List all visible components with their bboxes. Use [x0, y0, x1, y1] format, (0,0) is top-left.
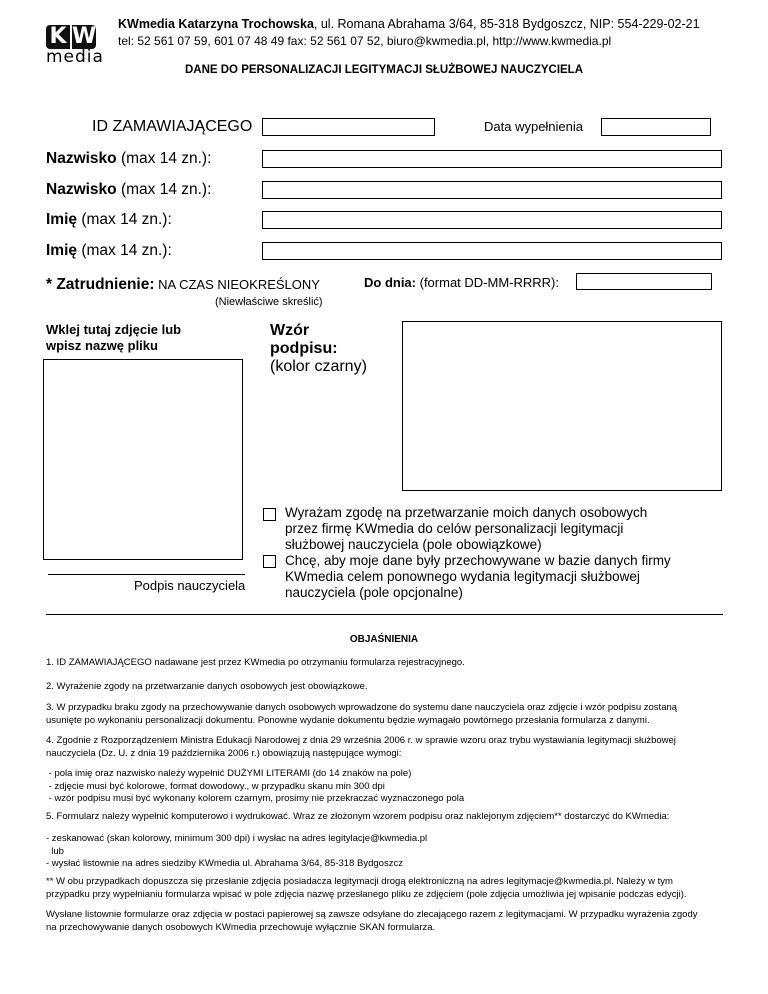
requirements-list: - pola imię oraz nazwisko należy wypełnić DUŻYMI LITERAMI (do 14 znaków na pole) - zdjęcie musi być kolorowe, format dowodowy., w przypadku skanu min 300 dpi - wzór podpisu musi być wykonany kolorem czarnym, prosimy nie przekraczać wyznaczonego pola: [46, 768, 465, 804]
name-label-2: Imię (max 14 zn.):: [46, 242, 172, 259]
logo-media: media: [46, 47, 104, 67]
id-label: ID ZAMAWIAJĄCEGO: [92, 118, 253, 135]
surname-input-1[interactable]: [262, 150, 722, 168]
consent-data-processing-text: Wyrażam zgodę na przetwarzanie moich danych osobowych przez firmę KWmedia do celów personalizacji legitymacji służbowej nauczyciela (pole obowiązkowe): [285, 505, 648, 552]
explanations-heading: OBJAŚNIENIA: [349, 634, 419, 645]
surname-input-2[interactable]: [262, 181, 722, 199]
explanation-5: 5. Formularz należy wypełnić komputerowo i wydrukować. Wraz ze złożonym wzorem podpisu oraz naklejonym zdjęciem** dostarczyć do KWmedia:: [46, 811, 670, 822]
company-contact: tel: 52 561 07 59, 601 07 48 49 fax: 52 561 07 52, biuro@kwmedia.pl, http://www.kwmedia.pl: [118, 34, 612, 48]
photo-label: Wklej tutaj zdjęcie lub wpisz nazwę pliku: [46, 322, 182, 353]
consent-data-storage-text: Chcę, aby moje dane były przechowywane w bazie danych firmy KWmedia celem ponownego wydania legitymacji służbowej nauczyciela (pole opcjonalne): [285, 553, 671, 600]
date-label: Data wypełnienia: [484, 119, 584, 134]
photo-field[interactable]: [43, 359, 243, 560]
footnote-photo: ** W obu przypadkach dopuszcza się przesłanie zdjęcia posiadacza legitymacji drogą elektroniczną na adres legitymacje@kwmedia.pl. Należy w tym przypadku przy wypełnianiu formularza wpisać w pole zdjęcia nazwę przesłanego pliku ze zdjęciem (pole zdjęcia umożliwia jej wpisanie podczas edycji).: [46, 876, 687, 900]
signature-label: Wzór podpisu: (kolor czarny): [270, 322, 367, 375]
section-divider: [46, 614, 723, 615]
explanation-3: 3. W przypadku braku zgody na przechowywanie danych osobowych wprowadzone do systemu dane nauczyciela oraz zdjęcie i wzór podpisu zostaną usunięte po wykonaniu personalizacji dokumentu. Ponowne wydanie dokumentu będzie wymagało powtórnego przesłania formularza z danymi.: [46, 702, 678, 726]
logo-w: W: [72, 24, 97, 49]
until-date-input[interactable]: [576, 273, 712, 290]
consent-data-processing-checkbox[interactable]: [263, 508, 276, 521]
surname-label-2: Nazwisko (max 14 zn.):: [46, 181, 212, 198]
logo-k: K: [46, 25, 70, 49]
company-name: KWmedia Katarzyna Trochowska: [118, 17, 314, 31]
id-input[interactable]: [262, 118, 435, 136]
footnote-storage: Wysłane listownie formularze oraz zdjęcia w postaci papierowej są zawsze odsyłane do zlecającego razem z legitymacjami. W przypadku wyrażenia zgody na przechowywanie danych osobowych KWmedia przechowuje wyłącznie SKAN formularza.: [46, 909, 698, 933]
date-input[interactable]: [601, 118, 711, 136]
explanation-1: 1. ID ZAMAWIAJĄCEGO nadawane jest przez KWmedia po otrzymaniu formularza rejestracyjnego.: [46, 657, 465, 668]
consent-data-storage-checkbox[interactable]: [263, 555, 276, 568]
delivery-options: - zeskanować (skan kolorowy, minimum 300 dpi) i wysłac na adres legitylacje@kwmedia.pl lub - wysłać listownie na adres siedziby KWmedia ul. Abrahama 3/64, 85-318 Bydgoszcz: [46, 833, 428, 869]
strike-note: (Niewłaściwe skreślić): [215, 296, 323, 308]
signature-field[interactable]: [402, 321, 722, 491]
teacher-signature-label: Podpis nauczyciela: [134, 578, 246, 593]
surname-label-1: Nazwisko (max 14 zn.):: [46, 150, 212, 167]
company-address: , ul. Romana Abrahama 3/64, 85-318 Bydgoszcz, NIP: 554-229-02-21: [313, 17, 700, 31]
company-line: [118, 17, 700, 31]
teacher-signature-line: [48, 574, 245, 575]
form-title: DANE DO PERSONALIZACJI LEGITYMACJI SŁUŻBOWEJ NAUCZYCIELA: [184, 64, 584, 76]
employment-label: * Zatrudnienie: NA CZAS NIEOKREŚLONY: [46, 276, 320, 293]
name-label-1: Imię (max 14 zn.):: [46, 211, 172, 228]
name-input-1[interactable]: [262, 211, 722, 229]
explanation-4: 4. Zgodnie z Rozporządzeniem Ministra Edukacji Narodowej z dnia 29 września 2006 r. w sprawie wzoru oraz trybu wystawiania legitymacji służbowej nauczyciela (Dz. U. z dnia 19 października 2006 r.) obowiązują następujące wymogi:: [46, 735, 676, 759]
explanation-2: 2. Wyrażenie zgody na przetwarzanie danych osobowych jest obowiązkowe.: [46, 681, 368, 692]
name-input-2[interactable]: [262, 242, 722, 260]
until-label: Do dnia: (format DD-MM-RRRR):: [364, 275, 559, 290]
